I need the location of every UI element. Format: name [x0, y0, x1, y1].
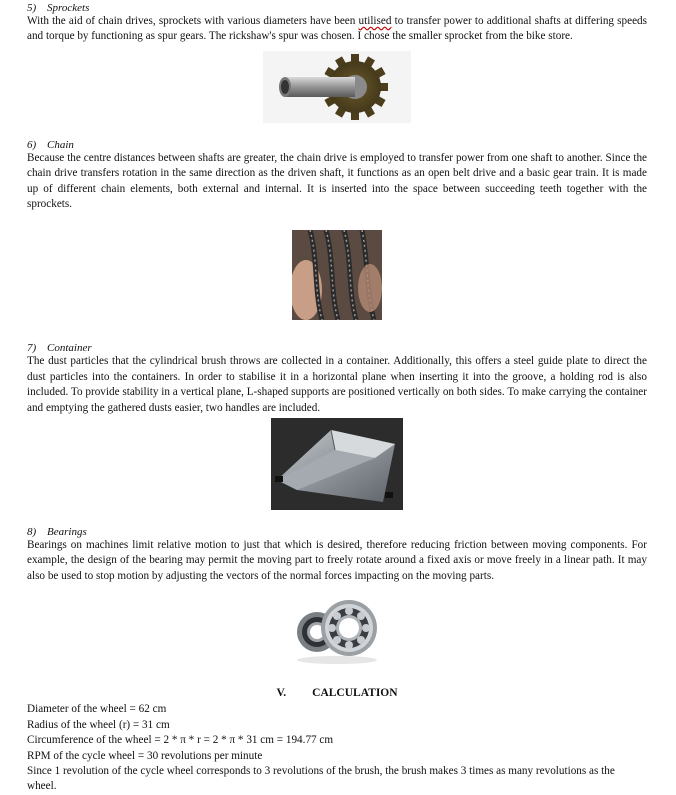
section-title: Bearings — [47, 526, 87, 539]
section-title: Container — [47, 342, 92, 355]
paragraph-text: With the aid of chain drives, sprockets with various diameters have been — [27, 15, 359, 27]
section-number: 7) — [27, 342, 37, 355]
spellcheck-flagged-word[interactable]: utilised — [358, 15, 392, 27]
calculation-roman-number: V. — [276, 687, 287, 700]
section-number: 8) — [27, 526, 37, 539]
section-paragraph — [27, 14, 647, 45]
section-heading — [27, 526, 647, 538]
section-paragraph: The dust particles that the cylindrical brush throws are collected in a container. Additionally, this offers a steel guide plate to direct the dust particles into the containers. In order to stabilise it in a horizontal plane when inserting it into the groove, a holding rod is also included. To provide stability in a vertical plane, L-shaped supports are positioned vertically on both sides. To make carrying the container and emptying the gathered dusts easier, two handles are included. — [27, 355, 647, 414]
sprocket-image — [263, 51, 411, 123]
chain-image — [292, 230, 382, 320]
paragraph-text: to transfer power to additional shafts at differing speeds and torque by functioning as spur gears. The rickshaw's spur was chosen. I chose the smaller sprocket from the bike store. — [27, 15, 647, 43]
section-container — [27, 342, 647, 510]
calculation-heading — [27, 686, 647, 700]
container-image — [271, 418, 403, 510]
bearing-image — [291, 596, 383, 666]
calculation-title: CALCULATION — [312, 687, 398, 700]
calculation-line: Circumference of the wheel = 2 * π * r = 2 * π * 31 cm = 194.77 cm — [27, 734, 334, 747]
document-page — [27, 2, 647, 795]
section-heading — [27, 139, 647, 151]
section-sprockets — [27, 2, 647, 123]
calculation-section — [27, 686, 647, 794]
section-paragraph: Bearings on machines limit relative motion to just that which is desired, therefore reducing friction between moving components. For example, the design of the bearing may permit the moving part to freely rotate around a fixed axis or move freely in a linear path. It may also be used to stop motion by adjusting the vectors of the normal forces impacting on the moving parts. — [27, 539, 647, 582]
section-heading — [27, 2, 647, 14]
section-bearings — [27, 526, 647, 666]
calculation-line: Since 1 revolution of the cycle wheel corresponds to 3 revolutions of the brush, the brush makes 3 times as many revolutions as the wheel. — [27, 764, 615, 793]
section-paragraph: Because the centre distances between shafts are greater, the chain drive is employed to transfer power from one shaft to another. Since the chain drive transfers rotation in the same direction as the driven shaft, it functions as an open belt drive and a basic gear train. It is made up of different chain elements, both external and internal. It is inserted into the space between succeeding teeth together with the sprockets. — [27, 151, 647, 211]
calculation-line: Radius of the wheel (r) = 31 cm — [27, 718, 170, 731]
section-title: Sprockets — [47, 2, 90, 14]
section-heading — [27, 342, 647, 354]
calculation-line: RPM of the cycle wheel = 30 revolutions per minute — [27, 749, 263, 762]
section-title: Chain — [47, 138, 74, 151]
calculation-line: Diameter of the wheel = 62 cm — [27, 703, 167, 716]
section-chain — [27, 139, 647, 321]
section-number: 5) — [27, 2, 37, 14]
section-number: 6) — [27, 138, 37, 151]
calculation-body — [27, 702, 647, 794]
